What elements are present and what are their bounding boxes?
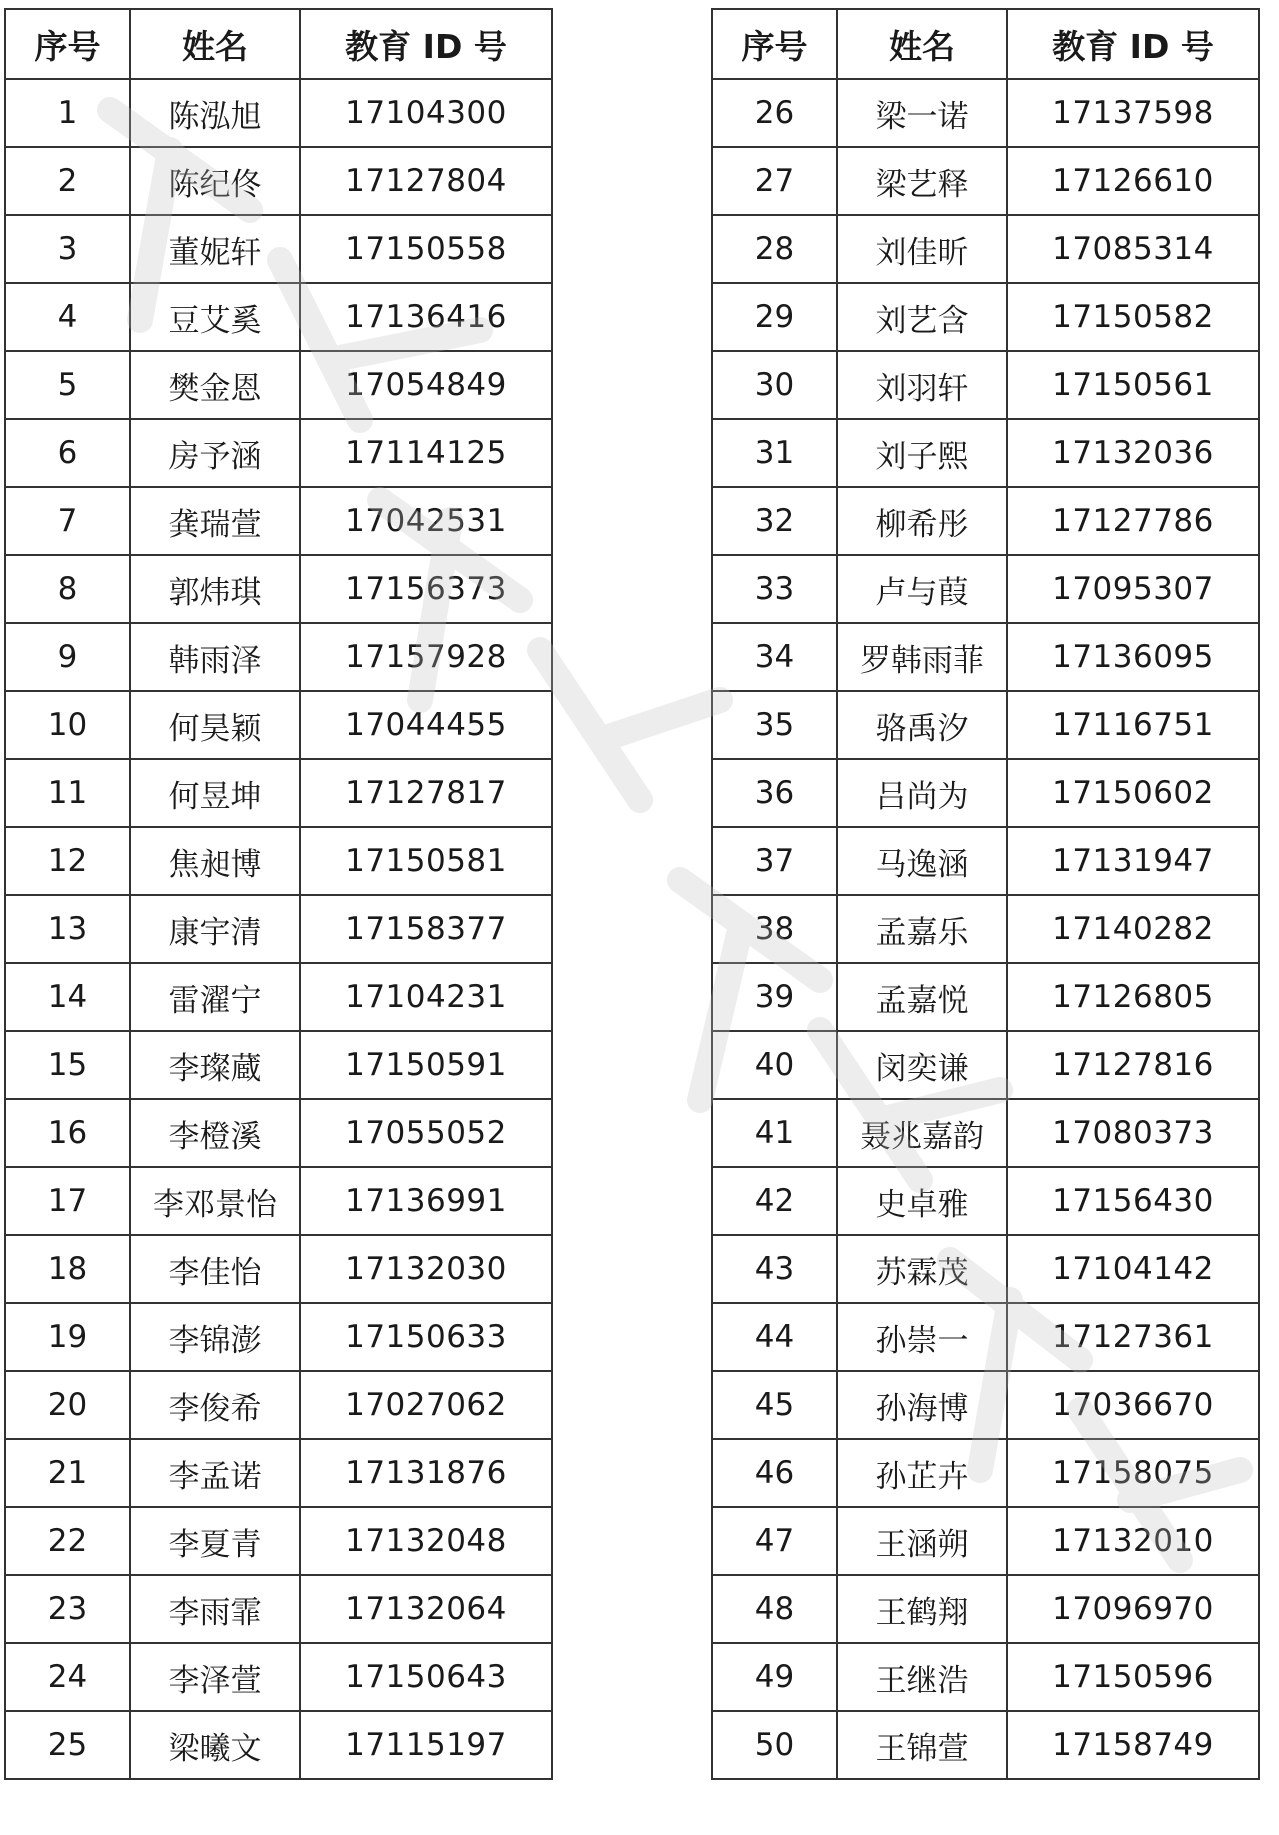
education-id-cell: 17132064: [300, 1575, 552, 1643]
table-row: [712, 691, 1259, 759]
serial-number-cell: 15: [5, 1031, 130, 1099]
education-id-cell: 17042531: [300, 487, 552, 555]
student-name-cell: 罗韩雨菲: [837, 623, 1007, 691]
table-row: [5, 1167, 552, 1235]
education-id-cell: 17150591: [300, 1031, 552, 1099]
education-id-cell: 17150643: [300, 1643, 552, 1711]
student-name-cell: 李佳怡: [130, 1235, 300, 1303]
table-row: [712, 963, 1259, 1031]
education-id-cell: 17126805: [1007, 963, 1259, 1031]
serial-number-cell: 28: [712, 215, 837, 283]
education-id-cell: 17044455: [300, 691, 552, 759]
student-name-cell: 刘子熙: [837, 419, 1007, 487]
education-id-cell: 17132010: [1007, 1507, 1259, 1575]
education-id-cell: 17150602: [1007, 759, 1259, 827]
table-row: [712, 1643, 1259, 1711]
student-name-cell: 刘佳昕: [837, 215, 1007, 283]
education-id-cell: 17150582: [1007, 283, 1259, 351]
serial-number-cell: 21: [5, 1439, 130, 1507]
table-row: [5, 1507, 552, 1575]
table-row: [712, 1507, 1259, 1575]
table-row: [5, 827, 552, 895]
table-row: [712, 759, 1259, 827]
table-row: [5, 1099, 552, 1167]
student-name-cell: 董妮轩: [130, 215, 300, 283]
table-row: [712, 147, 1259, 215]
table-row: [712, 1031, 1259, 1099]
serial-number-cell: 24: [5, 1643, 130, 1711]
table-row: [5, 963, 552, 1031]
serial-number-cell: 35: [712, 691, 837, 759]
serial-number-cell: 13: [5, 895, 130, 963]
serial-number-cell: 27: [712, 147, 837, 215]
student-name-cell: 王锦萱: [837, 1711, 1007, 1779]
table-row: [712, 1167, 1259, 1235]
education-id-cell: 17104142: [1007, 1235, 1259, 1303]
header-serial-number: 序号: [5, 9, 130, 79]
serial-number-cell: 10: [5, 691, 130, 759]
student-name-cell: 梁一诺: [837, 79, 1007, 147]
table-row: [712, 1575, 1259, 1643]
table-row: [712, 1371, 1259, 1439]
student-name-cell: 李橙溪: [130, 1099, 300, 1167]
table-row: [5, 283, 552, 351]
table-row: [712, 79, 1259, 147]
roster-table-right: [711, 8, 1260, 1780]
serial-number-cell: 8: [5, 555, 130, 623]
student-name-cell: 李锦澎: [130, 1303, 300, 1371]
serial-number-cell: 44: [712, 1303, 837, 1371]
education-id-cell: 17157928: [300, 623, 552, 691]
serial-number-cell: 41: [712, 1099, 837, 1167]
education-id-cell: 17096970: [1007, 1575, 1259, 1643]
education-id-cell: 17114125: [300, 419, 552, 487]
table-row: [5, 1439, 552, 1507]
serial-number-cell: 47: [712, 1507, 837, 1575]
serial-number-cell: 50: [712, 1711, 837, 1779]
student-name-cell: 马逸涵: [837, 827, 1007, 895]
table-row: [5, 1235, 552, 1303]
education-id-cell: 17137598: [1007, 79, 1259, 147]
student-name-cell: 孙海博: [837, 1371, 1007, 1439]
serial-number-cell: 23: [5, 1575, 130, 1643]
serial-number-cell: 40: [712, 1031, 837, 1099]
serial-number-cell: 14: [5, 963, 130, 1031]
education-id-cell: 17136095: [1007, 623, 1259, 691]
serial-number-cell: 37: [712, 827, 837, 895]
student-name-cell: 韩雨泽: [130, 623, 300, 691]
student-name-cell: 樊金恩: [130, 351, 300, 419]
table-row: [5, 895, 552, 963]
education-id-cell: 17116751: [1007, 691, 1259, 759]
education-id-cell: 17127786: [1007, 487, 1259, 555]
serial-number-cell: 39: [712, 963, 837, 1031]
serial-number-cell: 17: [5, 1167, 130, 1235]
student-name-cell: 梁曦文: [130, 1711, 300, 1779]
table-row: [712, 827, 1259, 895]
table-row: [712, 1711, 1259, 1779]
education-id-cell: 17127817: [300, 759, 552, 827]
table-row: [712, 1303, 1259, 1371]
serial-number-cell: 22: [5, 1507, 130, 1575]
student-name-cell: 王鹤翔: [837, 1575, 1007, 1643]
student-name-cell: 柳希彤: [837, 487, 1007, 555]
education-id-cell: 17095307: [1007, 555, 1259, 623]
table-row: [712, 895, 1259, 963]
table-row: [5, 623, 552, 691]
education-id-cell: 17036670: [1007, 1371, 1259, 1439]
student-name-cell: 李璨蔵: [130, 1031, 300, 1099]
serial-number-cell: 45: [712, 1371, 837, 1439]
student-name-cell: 雷濯宁: [130, 963, 300, 1031]
student-name-cell: 王涵朔: [837, 1507, 1007, 1575]
education-id-cell: 17127361: [1007, 1303, 1259, 1371]
student-name-cell: 康宇清: [130, 895, 300, 963]
student-name-cell: 李泽萱: [130, 1643, 300, 1711]
table-row: [5, 487, 552, 555]
serial-number-cell: 42: [712, 1167, 837, 1235]
serial-number-cell: 5: [5, 351, 130, 419]
student-name-cell: 刘艺含: [837, 283, 1007, 351]
student-name-cell: 吕尚为: [837, 759, 1007, 827]
serial-number-cell: 11: [5, 759, 130, 827]
table-row: [712, 487, 1259, 555]
education-id-cell: 17127816: [1007, 1031, 1259, 1099]
student-name-cell: 苏霖茂: [837, 1235, 1007, 1303]
education-id-cell: 17054849: [300, 351, 552, 419]
student-name-cell: 骆禹汐: [837, 691, 1007, 759]
table-row: [5, 759, 552, 827]
table-row: [5, 1575, 552, 1643]
education-id-cell: 17055052: [300, 1099, 552, 1167]
header-serial-number: 序号: [712, 9, 837, 79]
student-name-cell: 王继浩: [837, 1643, 1007, 1711]
table-row: [712, 1099, 1259, 1167]
table-row: [5, 1031, 552, 1099]
serial-number-cell: 30: [712, 351, 837, 419]
education-id-cell: 17136991: [300, 1167, 552, 1235]
student-name-cell: 李夏青: [130, 1507, 300, 1575]
education-id-cell: 17132048: [300, 1507, 552, 1575]
table-row: [5, 1643, 552, 1711]
serial-number-cell: 32: [712, 487, 837, 555]
table-row: [712, 283, 1259, 351]
serial-number-cell: 12: [5, 827, 130, 895]
table-row: [712, 351, 1259, 419]
student-name-cell: 孟嘉乐: [837, 895, 1007, 963]
table-row: [712, 1235, 1259, 1303]
table-row: [712, 1439, 1259, 1507]
student-name-cell: 龚瑞萱: [130, 487, 300, 555]
student-name-cell: 孙崇一: [837, 1303, 1007, 1371]
table-row: [5, 147, 552, 215]
table-row: [712, 215, 1259, 283]
student-name-cell: 李孟诺: [130, 1439, 300, 1507]
education-id-cell: 17136416: [300, 283, 552, 351]
education-id-cell: 17150558: [300, 215, 552, 283]
education-id-cell: 17140282: [1007, 895, 1259, 963]
education-id-cell: 17131947: [1007, 827, 1259, 895]
serial-number-cell: 3: [5, 215, 130, 283]
serial-number-cell: 29: [712, 283, 837, 351]
student-name-cell: 豆艾奚: [130, 283, 300, 351]
table-row: [5, 351, 552, 419]
student-name-cell: 李雨霏: [130, 1575, 300, 1643]
header-name: 姓名: [837, 9, 1007, 79]
education-id-cell: 17027062: [300, 1371, 552, 1439]
serial-number-cell: 6: [5, 419, 130, 487]
education-id-cell: 17158377: [300, 895, 552, 963]
serial-number-cell: 16: [5, 1099, 130, 1167]
student-name-cell: 陈泓旭: [130, 79, 300, 147]
student-name-cell: 刘羽轩: [837, 351, 1007, 419]
student-name-cell: 梁艺释: [837, 147, 1007, 215]
student-name-cell: 何昊颖: [130, 691, 300, 759]
serial-number-cell: 33: [712, 555, 837, 623]
education-id-cell: 17085314: [1007, 215, 1259, 283]
education-id-cell: 17126610: [1007, 147, 1259, 215]
table-row: [5, 1303, 552, 1371]
student-name-cell: 陈纪佟: [130, 147, 300, 215]
student-name-cell: 聂兆嘉韵: [837, 1099, 1007, 1167]
student-name-cell: 史卓雅: [837, 1167, 1007, 1235]
student-name-cell: 孙芷卉: [837, 1439, 1007, 1507]
table-row: [5, 419, 552, 487]
education-id-cell: 17150581: [300, 827, 552, 895]
education-id-cell: 17150596: [1007, 1643, 1259, 1711]
table-row: [5, 79, 552, 147]
education-id-cell: 17150561: [1007, 351, 1259, 419]
education-id-cell: 17131876: [300, 1439, 552, 1507]
table-row: [712, 623, 1259, 691]
education-id-cell: 17104300: [300, 79, 552, 147]
serial-number-cell: 43: [712, 1235, 837, 1303]
table-row: [712, 419, 1259, 487]
serial-number-cell: 25: [5, 1711, 130, 1779]
serial-number-cell: 48: [712, 1575, 837, 1643]
header-education-id: 教育 ID 号: [1007, 9, 1259, 79]
serial-number-cell: 19: [5, 1303, 130, 1371]
education-id-cell: 17132036: [1007, 419, 1259, 487]
student-name-cell: 李俊希: [130, 1371, 300, 1439]
student-name-cell: 李邓景怡: [130, 1167, 300, 1235]
serial-number-cell: 1: [5, 79, 130, 147]
education-id-cell: 17127804: [300, 147, 552, 215]
header-name: 姓名: [130, 9, 300, 79]
education-id-cell: 17104231: [300, 963, 552, 1031]
table-row: [5, 215, 552, 283]
serial-number-cell: 36: [712, 759, 837, 827]
serial-number-cell: 34: [712, 623, 837, 691]
serial-number-cell: 9: [5, 623, 130, 691]
education-id-cell: 17150633: [300, 1303, 552, 1371]
serial-number-cell: 31: [712, 419, 837, 487]
student-name-cell: 卢与葭: [837, 555, 1007, 623]
serial-number-cell: 49: [712, 1643, 837, 1711]
education-id-cell: 17158075: [1007, 1439, 1259, 1507]
roster-table-left: [4, 8, 553, 1780]
serial-number-cell: 26: [712, 79, 837, 147]
header-education-id: 教育 ID 号: [300, 9, 552, 79]
education-id-cell: 17115197: [300, 1711, 552, 1779]
table-row: [5, 555, 552, 623]
student-name-cell: 房予涵: [130, 419, 300, 487]
table-row: [5, 1371, 552, 1439]
education-id-cell: 17156373: [300, 555, 552, 623]
table-header-row: [5, 9, 552, 79]
serial-number-cell: 18: [5, 1235, 130, 1303]
table-row: [5, 1711, 552, 1779]
table-row: [5, 691, 552, 759]
student-name-cell: 焦昶博: [130, 827, 300, 895]
student-name-cell: 孟嘉悦: [837, 963, 1007, 1031]
education-id-cell: 17080373: [1007, 1099, 1259, 1167]
serial-number-cell: 46: [712, 1439, 837, 1507]
serial-number-cell: 2: [5, 147, 130, 215]
table-header-row: [712, 9, 1259, 79]
serial-number-cell: 38: [712, 895, 837, 963]
table-row: [712, 555, 1259, 623]
serial-number-cell: 20: [5, 1371, 130, 1439]
student-name-cell: 何昱坤: [130, 759, 300, 827]
education-id-cell: 17158749: [1007, 1711, 1259, 1779]
student-name-cell: 郭炜琪: [130, 555, 300, 623]
education-id-cell: 17132030: [300, 1235, 552, 1303]
student-name-cell: 闵奕谦: [837, 1031, 1007, 1099]
serial-number-cell: 4: [5, 283, 130, 351]
serial-number-cell: 7: [5, 487, 130, 555]
education-id-cell: 17156430: [1007, 1167, 1259, 1235]
